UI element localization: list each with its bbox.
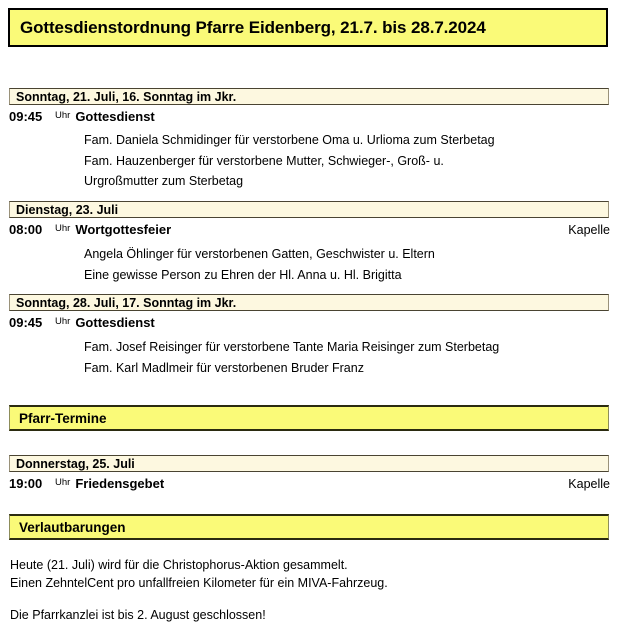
service-intention: Fam. Josef Reisinger für verstorbene Tante Maria Reisinger zum Sterbetag: [84, 340, 500, 354]
service-row-2: [9, 222, 610, 240]
appointment-time-unit: Uhr: [55, 477, 71, 488]
document-title-banner: [8, 8, 608, 47]
announcement-text: Die Pfarrkanzlei ist bis 2. August geschlossen!: [10, 608, 266, 622]
service-row-3: [9, 315, 610, 333]
service-time: 09:45: [9, 315, 43, 330]
section-banner-verlautbarungen: [9, 514, 609, 540]
service-place: Kapelle: [568, 223, 610, 237]
section-title: Pfarr-Termine: [19, 410, 107, 426]
day-header-sonntag-21-juli: [9, 88, 609, 105]
day-header-donnerstag-25-juli: [9, 455, 609, 472]
service-intention: Fam. Hauzenberger für verstorbene Mutter, Schwieger-, Groß- u.: [84, 154, 444, 168]
day-header-label: Sonntag, 21. Juli, 16. Sonntag im Jkr.: [16, 89, 237, 104]
service-time-unit: Uhr: [55, 223, 71, 234]
day-header-label: Sonntag, 28. Juli, 17. Sonntag im Jkr.: [16, 295, 237, 310]
day-header-label: Donnerstag, 25. Juli: [16, 456, 135, 471]
appointment-time: 19:00: [9, 476, 43, 491]
appointment-place: Kapelle: [568, 477, 610, 491]
section-title: Verlautbarungen: [19, 519, 126, 535]
day-header-sonntag-28-juli: [9, 294, 609, 311]
section-banner-pfarr-termine: [9, 405, 609, 431]
service-time: 08:00: [9, 222, 43, 237]
day-header-label: Dienstag, 23. Juli: [16, 202, 119, 217]
service-row-1: [9, 109, 610, 127]
service-title: Gottesdienst: [75, 315, 155, 330]
service-intention: Urgroßmutter zum Sterbetag: [84, 174, 244, 188]
page-title: Gottesdienstordnung Pfarre Eidenberg, 21.7. bis 28.7.2024: [20, 17, 486, 37]
service-time-unit: Uhr: [55, 316, 71, 327]
appointment-title: Friedensgebet: [75, 476, 165, 491]
service-time: 09:45: [9, 109, 43, 124]
service-intention: Angela Öhlinger für verstorbenen Gatten, Geschwister u. Eltern: [84, 247, 435, 261]
service-intention: Fam. Karl Madlmeir für verstorbenen Bruder Franz: [84, 361, 364, 375]
announcement-text: Heute (21. Juli) wird für die Christophorus-Aktion gesammelt.: [10, 558, 348, 572]
service-time-unit: Uhr: [55, 110, 71, 121]
appointment-row: [9, 476, 610, 494]
day-header-dienstag-23-juli: [9, 201, 609, 218]
service-title: Gottesdienst: [75, 109, 155, 124]
service-intention: Eine gewisse Person zu Ehren der Hl. Anna u. Hl. Brigitta: [84, 268, 402, 282]
service-intention: Fam. Daniela Schmidinger für verstorbene Oma u. Urlioma zum Sterbetag: [84, 133, 495, 147]
announcement-text: Einen ZehntelCent pro unfallfreien Kilometer für ein MIVA-Fahrzeug.: [10, 576, 388, 590]
service-title: Wortgottesfeier: [75, 222, 172, 237]
